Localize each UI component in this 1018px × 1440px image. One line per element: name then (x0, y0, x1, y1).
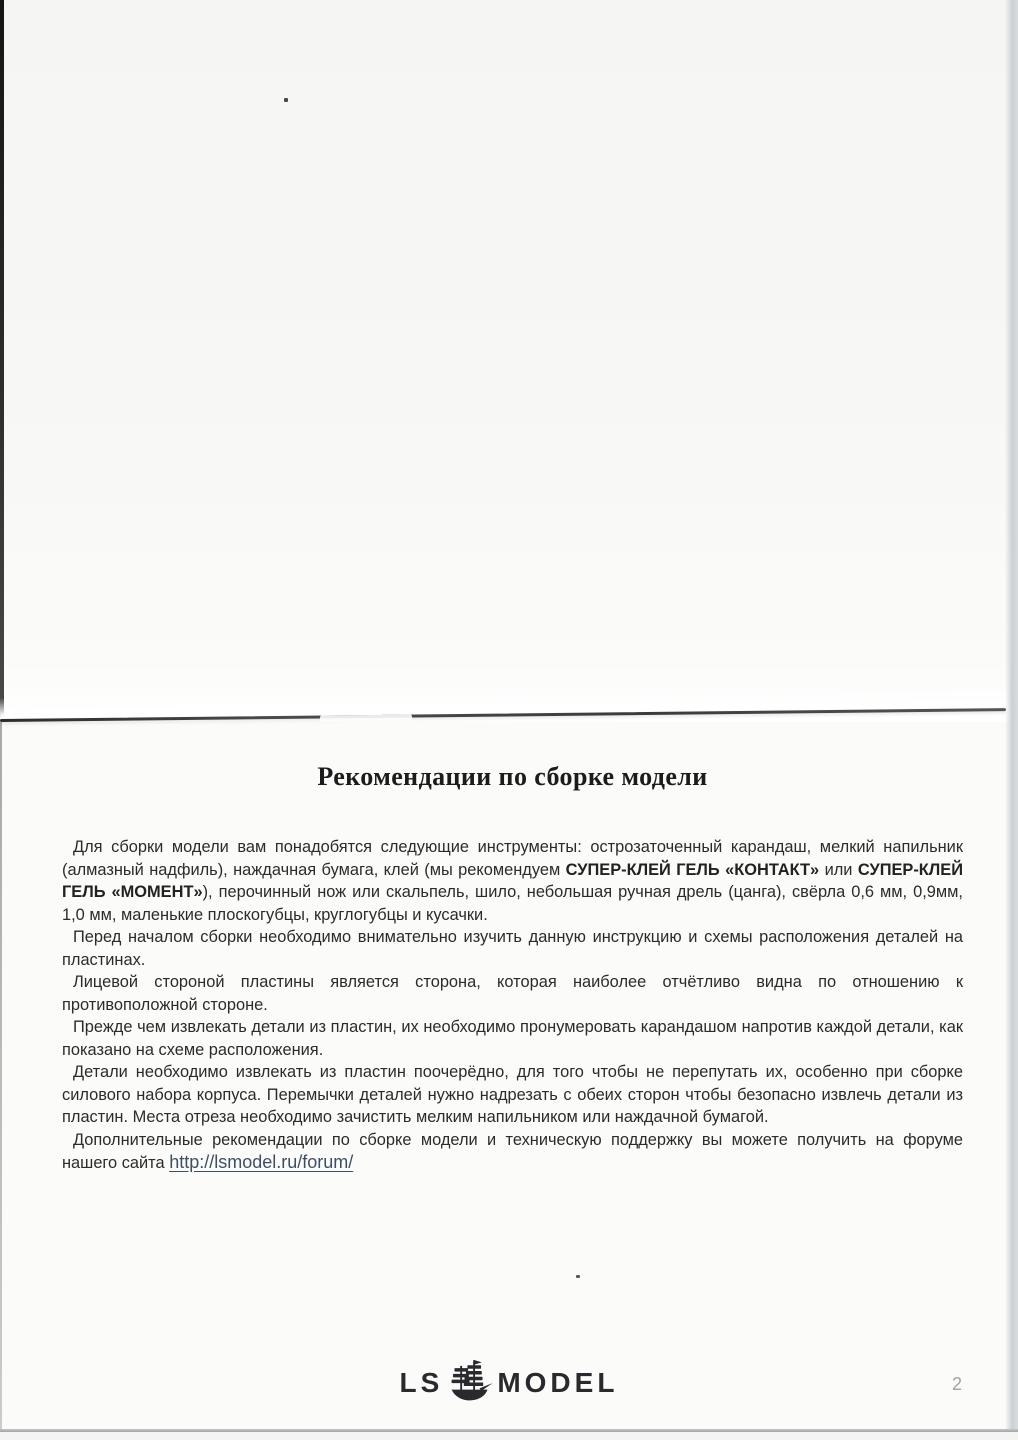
forum-link[interactable]: http://lsmodel.ru/forum/ (169, 1152, 354, 1172)
scan-left-edge-light (0, 722, 2, 1440)
paragraph (62, 1129, 963, 1175)
logo-text-ls: LS (399, 1367, 444, 1398)
page-title: Рекомендации по сборке модели (317, 762, 708, 791)
scan-speck (576, 1275, 580, 1278)
body-text: или (819, 860, 858, 879)
body-text: Детали необходимо извлекать из пластин поочерёдно, для того чтобы не перепутать их, особенно при сборке силового набора корпуса. Перемычки деталей нужно надрезать с обеих сторон чтобы безопасно извлечь детали из пластин. Места отреза необходимо зачистить мелким напильником или наждачной бумагой. (62, 1063, 963, 1126)
scan-right-edge (1005, 0, 1018, 1440)
paragraph (62, 1016, 963, 1061)
paragraph (62, 926, 963, 971)
scan-speck (284, 98, 288, 102)
page-number: 2 (951, 1374, 962, 1394)
bold-text: СУПЕР-КЛЕЙ ГЕЛЬ «МОМЕНТ» (62, 860, 964, 901)
paragraph (62, 1061, 963, 1129)
body-text: Лицевой стороной пластины является сторона, которая наиболее отчётливо видна по отношению к противоположной стороне. (62, 973, 963, 1014)
body-text: Перед началом сборки необходимо внимательно изучить данную инструкцию и схемы расположения деталей на пластинах. (62, 928, 963, 969)
body-text: Прежде чем извлекать детали из пластин, их необходимо пронумеровать карандашом напротив каждой детали, как показано на схеме расположения. (62, 1018, 963, 1059)
document (62, 722, 963, 1175)
body-text: ), перочинный нож или скальпель, шило, небольшая ручная дрель (цанга), свёрла 0,6 мм, 0,9мм, 1,0 мм, маленькие плоскогубцы, круглогубцы и кусачки. (62, 883, 963, 924)
paragraph (62, 836, 963, 926)
document-body (62, 836, 963, 1175)
sailing-ship-icon (448, 1355, 494, 1407)
paragraph (62, 971, 963, 1016)
body-text: Дополнительные рекомендации по сборке модели и техническую поддержку вы можете получить на форуме нашего сайта (62, 1130, 963, 1172)
bold-text: СУПЕР-КЛЕЙ ГЕЛЬ «КОНТАКТ» (565, 860, 820, 879)
scan-bottom-margin (0, 1432, 1018, 1440)
scan-left-edge-dark (0, 0, 4, 717)
body-text: Для сборки модели вам понадобятся следующие инструменты: острозаточенный карандаш, мелкий напильник (алмазный надфиль), наждачная бумага, клей (мы рекомендуем (62, 838, 963, 879)
logo-text-model: MODEL (497, 1367, 619, 1398)
page-fold-highlight (320, 715, 412, 722)
brand-logo (0, 1357, 1018, 1409)
